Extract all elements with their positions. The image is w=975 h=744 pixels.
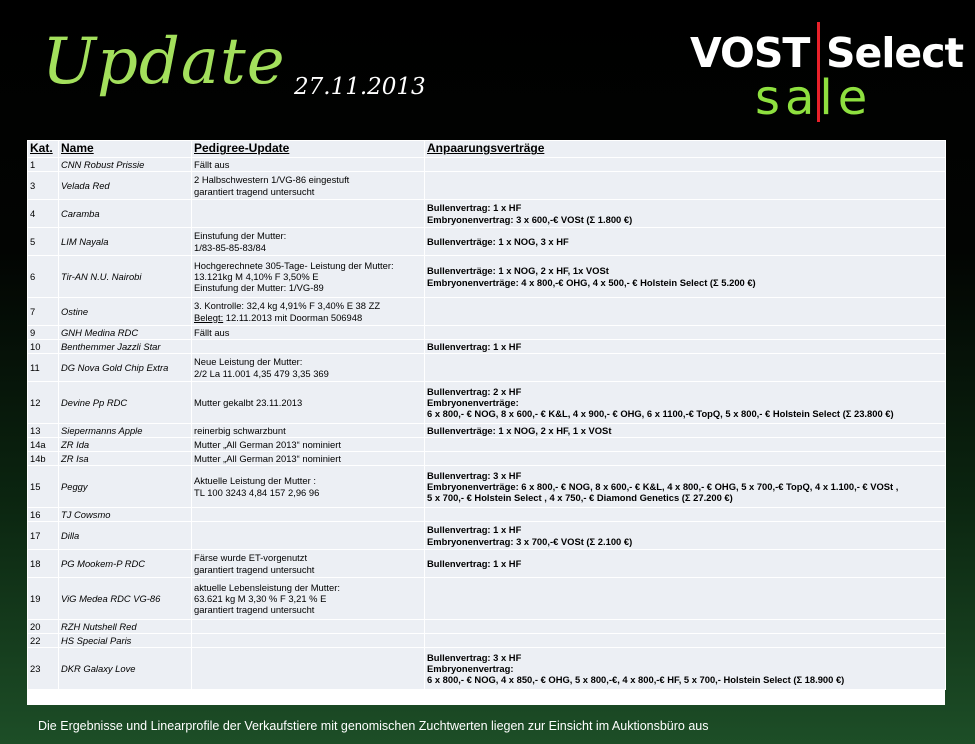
cell-name: Velada Red: [59, 172, 192, 200]
cell-contracts: [425, 620, 946, 634]
cell-contracts: [425, 634, 946, 648]
table-row: [28, 172, 946, 200]
contract-line: 5 x 700,- € Holstein Select , 4 x 750,- € Diamond Genetics (Σ 27.200 €): [427, 492, 733, 504]
contract-line: Embryonenverträge: 6 x 800,- € NOG, 8 x 600,- € K&L, 4 x 800,- € OHG, 5 x 700,-€ TopQ, 4 x 1.100,- € VOSt ,: [427, 480, 899, 492]
contract-line: Bullenverträge: 1 x NOG, 3 x HF: [427, 235, 569, 247]
header-pedigree: Pedigree-Update: [192, 141, 425, 158]
pedigree-line: Hochgerechnete 305-Tage- Leistung der Mutter:: [194, 259, 394, 271]
cell-name: Benthemmer Jazzli Star: [59, 340, 192, 354]
table-row: [28, 256, 946, 298]
cell-pedigree: [192, 508, 425, 522]
cell-pedigree: [192, 256, 425, 298]
table-row: [28, 508, 946, 522]
table-body: [28, 158, 946, 690]
contract-line: Embryonenverträge: 4 x 800,-€ OHG, 4 x 500,- € Holstein Select (Σ 5.200 €): [427, 276, 756, 288]
table-row: [28, 340, 946, 354]
cell-pedigree: [192, 326, 425, 340]
cell-contracts: [425, 228, 946, 256]
cell-kat: 5: [28, 228, 59, 256]
pedigree-line: 13.121kg M 4,10% F 3,50% E: [194, 270, 319, 282]
cell-kat: 23: [28, 648, 59, 690]
update-table: [27, 140, 946, 690]
cell-name: Siepermanns Apple: [59, 424, 192, 438]
cell-contracts: [425, 648, 946, 690]
logo-product: Select: [826, 29, 964, 77]
cell-kat: 15: [28, 466, 59, 508]
cell-kat: 13: [28, 424, 59, 438]
table-row: [28, 382, 946, 424]
cell-name: HS Special Paris: [59, 634, 192, 648]
pedigree-line: 63.621 kg M 3,30 % F 3,21 % E: [194, 592, 327, 604]
contract-line: Bullenvertrag: 3 x HF: [427, 651, 522, 663]
cell-name: ZR Isa: [59, 452, 192, 466]
cell-contracts: [425, 438, 946, 452]
contract-line: Embryonenvertrag: 3 x 600,-€ VOSt (Σ 1.800 €): [427, 213, 633, 225]
pedigree-line: Färse wurde ET-vorgenutzt: [194, 552, 308, 564]
cell-name: RZH Nutshell Red: [59, 620, 192, 634]
cell-pedigree: [192, 228, 425, 256]
cell-pedigree: [192, 522, 425, 550]
pedigree-line: Neue Leistung der Mutter:: [194, 356, 303, 368]
contract-line: Bullenverträge: 1 x NOG, 2 x HF, 1x VOSt: [427, 265, 609, 277]
header-kat: Kat.: [28, 141, 59, 158]
cell-kat: 14a: [28, 438, 59, 452]
vost-select-sale-logo: [690, 18, 964, 128]
pedigree-line: Mutter gekalbt 23.11.2013: [194, 396, 303, 408]
pedigree-line: Einstufung der Mutter: 1/VG-89: [194, 282, 324, 294]
pedigree-line: reinerbig schwarzbunt: [194, 424, 286, 436]
contract-line: Bullenvertrag: 3 x HF: [427, 469, 522, 481]
table-header-row: [28, 141, 946, 158]
table-row: [28, 620, 946, 634]
table-row: [28, 200, 946, 228]
cell-kat: 9: [28, 326, 59, 340]
pedigree-line: Aktuelle Leistung der Mutter :: [194, 475, 316, 487]
contract-line: Bullenverträge: 1 x NOG, 2 x HF, 1 x VOSt: [427, 424, 612, 436]
cell-kat: 1: [28, 158, 59, 172]
table-row: [28, 550, 946, 578]
cell-contracts: [425, 452, 946, 466]
cell-contracts: [425, 172, 946, 200]
cell-kat: 12: [28, 382, 59, 424]
table-row: [28, 354, 946, 382]
table-row: [28, 438, 946, 452]
cell-kat: 20: [28, 620, 59, 634]
pedigree-line: Fällt aus: [194, 326, 230, 338]
pedigree-line: 3. Kontrolle: 32,4 kg 4,91% F 3,40% E 38 ZZ: [194, 300, 381, 312]
belegt-label: Belegt:: [194, 311, 224, 323]
cell-contracts: [425, 578, 946, 620]
header-name: Name: [59, 141, 192, 158]
cell-name: Peggy: [59, 466, 192, 508]
cell-name: GNH Medina RDC: [59, 326, 192, 340]
table-row: [28, 648, 946, 690]
contract-line: 6 x 800,- € NOG, 8 x 600,- € K&L, 4 x 900,- € OHG, 6 x 1100,-€ TopQ, 5 x 800,- € Holstein Select (Σ 23.800 €): [427, 408, 894, 420]
contract-line: Bullenvertrag: 2 x HF: [427, 385, 522, 397]
cell-pedigree: [192, 438, 425, 452]
cell-kat: 11: [28, 354, 59, 382]
pedigree-line: Fällt aus: [194, 158, 230, 170]
cell-kat: 4: [28, 200, 59, 228]
cell-kat: 17: [28, 522, 59, 550]
page-title: Update: [42, 25, 286, 99]
cell-pedigree: [192, 466, 425, 508]
contract-line: Bullenvertrag: 1 x HF: [427, 340, 522, 352]
belegt-value: 12.11.2013 mit Doorman 506948: [223, 311, 363, 323]
cell-kat: 22: [28, 634, 59, 648]
table-row: [28, 326, 946, 340]
header-contracts: Anpaarungsverträge: [425, 141, 946, 158]
pedigree-line: 2/2 La 11.001 4,35 479 3,35 369: [194, 367, 329, 379]
cell-contracts: [425, 158, 946, 172]
cell-kat: 6: [28, 256, 59, 298]
table-row: [28, 634, 946, 648]
cell-name: PG Mookem-P RDC: [59, 550, 192, 578]
pedigree-line: Einstufung der Mutter:: [194, 230, 287, 242]
table-row: [28, 298, 946, 326]
cell-pedigree: [192, 550, 425, 578]
cell-kat: 3: [28, 172, 59, 200]
cell-name: Ostine: [59, 298, 192, 326]
cell-contracts: [425, 200, 946, 228]
cell-contracts: [425, 508, 946, 522]
cell-kat: 7: [28, 298, 59, 326]
cell-contracts: [425, 382, 946, 424]
pedigree-line: 1/83-85-85-83/84: [194, 241, 266, 253]
logo-sub: sale: [755, 70, 873, 126]
table-row: [28, 424, 946, 438]
logo-brand: VOST: [690, 29, 810, 77]
cell-pedigree: [192, 620, 425, 634]
cell-contracts: [425, 522, 946, 550]
cell-contracts: [425, 298, 946, 326]
cell-name: DG Nova Gold Chip Extra: [59, 354, 192, 382]
cell-contracts: [425, 354, 946, 382]
table-row: [28, 578, 946, 620]
table-row: [28, 452, 946, 466]
cell-name: LIM Nayala: [59, 228, 192, 256]
cell-name: Devine Pp RDC: [59, 382, 192, 424]
cell-pedigree: [192, 298, 425, 326]
pedigree-line: garantiert tragend untersucht: [194, 604, 315, 616]
cell-kat: 18: [28, 550, 59, 578]
pedigree-line: [194, 312, 422, 323]
cell-name: Dilla: [59, 522, 192, 550]
pedigree-line: 2 Halbschwestern 1/VG-86 eingestuft: [194, 174, 350, 186]
footer-note: Die Ergebnisse und Linearprofile der Verkaufstiere mit genomischen Zuchtwerten liegen zur Einsicht im Auktionsbüro aus: [38, 719, 709, 733]
cell-kat: 19: [28, 578, 59, 620]
update-date: 27.11.2013: [294, 74, 426, 100]
pedigree-line: Mutter „All German 2013“ nominiert: [194, 438, 341, 450]
cell-name: TJ Cowsmo: [59, 508, 192, 522]
table-row: [28, 522, 946, 550]
cell-pedigree: [192, 424, 425, 438]
contract-line: Bullenvertrag: 1 x HF: [427, 524, 522, 536]
cell-contracts: [425, 340, 946, 354]
cell-contracts: [425, 466, 946, 508]
pedigree-line: garantiert tragend untersucht: [194, 185, 315, 197]
cell-name: ViG Medea RDC VG-86: [59, 578, 192, 620]
cell-contracts: [425, 550, 946, 578]
cell-contracts: [425, 256, 946, 298]
cell-pedigree: [192, 158, 425, 172]
contract-line: Bullenvertrag: 1 x HF: [427, 557, 522, 569]
cell-pedigree: [192, 648, 425, 690]
update-table-container: [27, 140, 945, 705]
cell-pedigree: [192, 172, 425, 200]
cell-kat: 14b: [28, 452, 59, 466]
pedigree-line: TL 100 3243 4,84 157 2,96 96: [194, 486, 320, 498]
contract-line: Embryonenvertrag:: [427, 662, 514, 674]
cell-contracts: [425, 326, 946, 340]
cell-name: Caramba: [59, 200, 192, 228]
pedigree-line: aktuelle Lebensleistung der Mutter:: [194, 581, 340, 593]
cell-pedigree: [192, 452, 425, 466]
contract-line: Bullenvertrag: 1 x HF: [427, 202, 522, 214]
cell-kat: 16: [28, 508, 59, 522]
cell-pedigree: [192, 578, 425, 620]
cell-pedigree: [192, 634, 425, 648]
cell-pedigree: [192, 382, 425, 424]
cell-pedigree: [192, 340, 425, 354]
table-row: [28, 158, 946, 172]
cell-contracts: [425, 424, 946, 438]
cell-name: ZR Ida: [59, 438, 192, 452]
cell-name: DKR Galaxy Love: [59, 648, 192, 690]
pedigree-line: Mutter „All German 2013“ nominiert: [194, 452, 341, 464]
contract-line: Embryonenverträge:: [427, 396, 519, 408]
contract-line: 6 x 800,- € NOG, 4 x 850,- € OHG, 5 x 800,-€, 4 x 800,-€ HF, 5 x 700,- Holstein Select (Σ 18.900 €): [427, 674, 845, 686]
pedigree-line: garantiert tragend untersucht: [194, 563, 315, 575]
cell-kat: 10: [28, 340, 59, 354]
cell-pedigree: [192, 354, 425, 382]
table-row: [28, 466, 946, 508]
contract-line: Embryonenvertrag: 3 x 700,-€ VOSt (Σ 2.100 €): [427, 535, 633, 547]
cell-name: Tir-AN N.U. Nairobi: [59, 256, 192, 298]
table-row: [28, 228, 946, 256]
cell-name: CNN Robust Prissie: [59, 158, 192, 172]
cell-pedigree: [192, 200, 425, 228]
